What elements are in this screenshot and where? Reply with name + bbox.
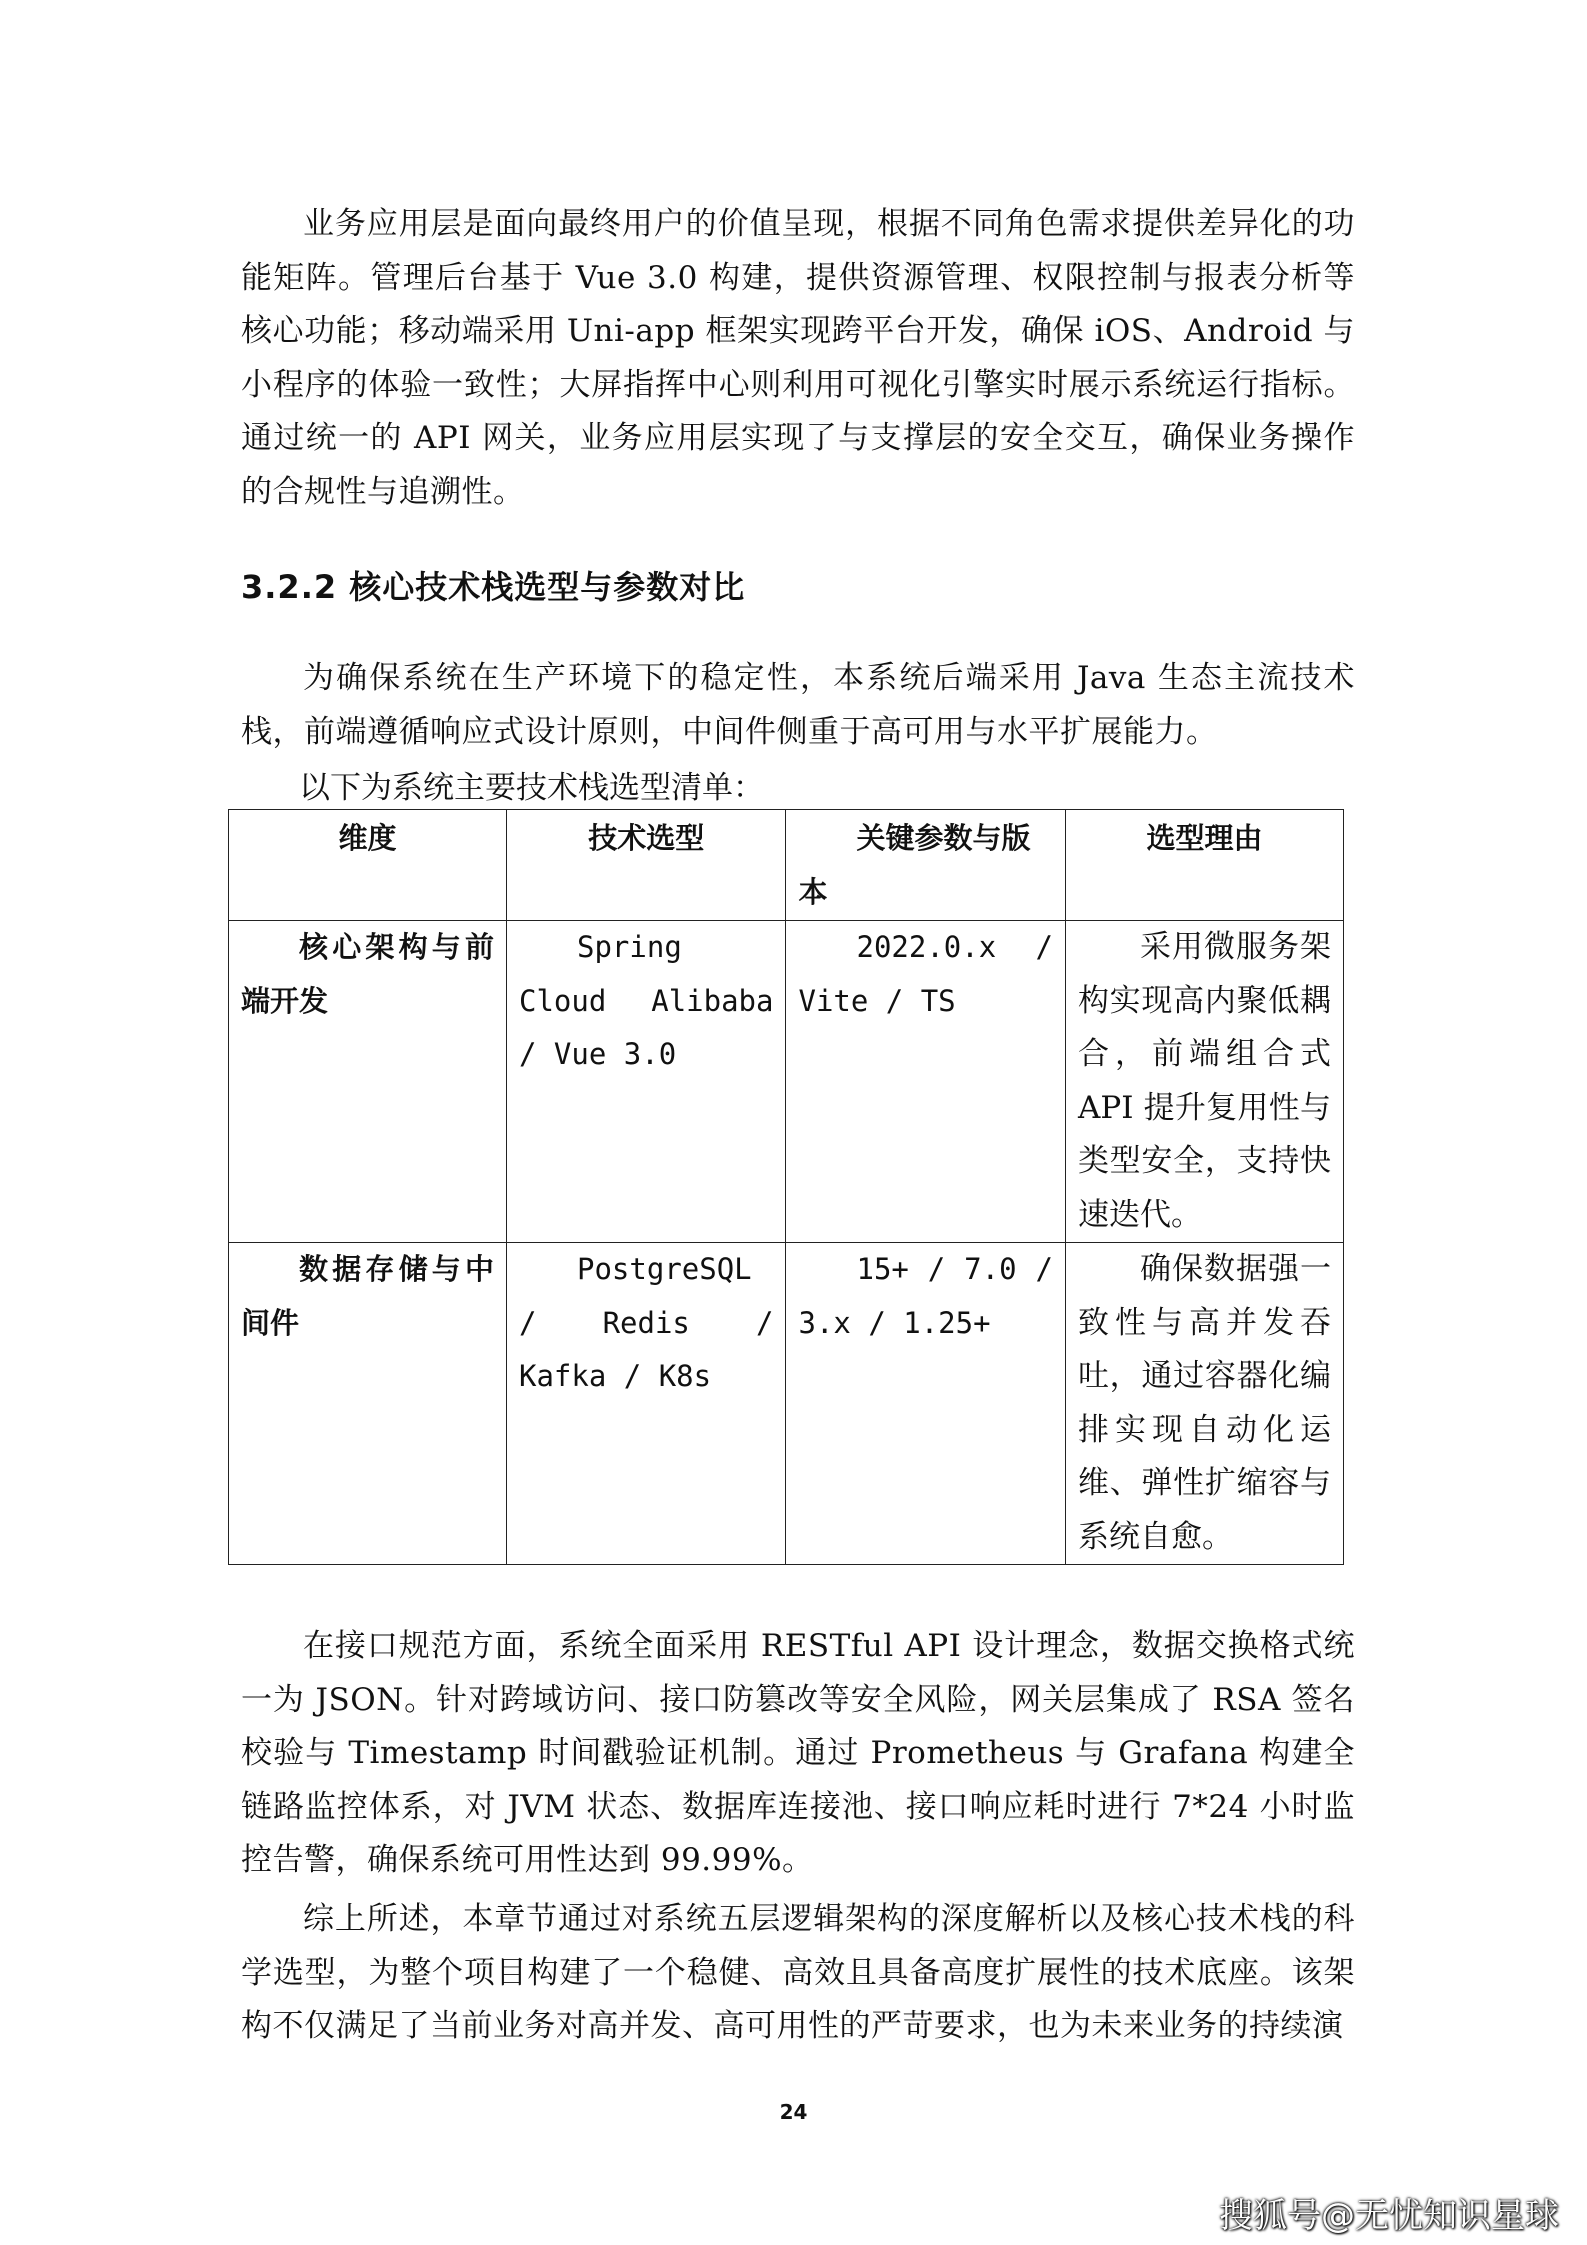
header-params: 关键参数与版本: [786, 810, 1065, 921]
header-reason: 选型理由: [1065, 810, 1343, 921]
table-row: [229, 921, 1344, 1243]
cell-reason: 采用微服务架构实现高内聚低耦合，前端组合式 API 提升复用性与类型安全，支持快速迭代。: [1065, 921, 1343, 1243]
table-row: [229, 1243, 1344, 1565]
cell-dimension: 核心架构与前端开发: [229, 921, 507, 1243]
paragraph-stack-intro: 为确保系统在生产环境下的稳定性，本系统后端采用 Java 生态主流技术栈，前端遵循响应式设计原则，中间件侧重于高可用与水平扩展能力。: [241, 660, 1355, 750]
watermark: 搜狐号@无忧知识星球: [1219, 2196, 1559, 2236]
cell-dimension: 数据存储与中间件: [229, 1243, 507, 1565]
cell-params: 15+ / 7.0 / 3.x / 1.25+: [786, 1243, 1065, 1565]
section-heading: 3.2.2 核心技术栈选型与参数对比: [241, 568, 746, 606]
table-caption: 以下为系统主要技术栈选型清单：: [299, 770, 764, 806]
page-number: 24: [779, 2100, 808, 2124]
cell-tech: PostgreSQL / Redis / Kafka / K8s: [507, 1243, 786, 1565]
cell-tech: Spring Cloud Alibaba / Vue 3.0: [507, 921, 786, 1243]
header-dimension: 维度: [229, 810, 507, 921]
paragraph-business-layer: 业务应用层是面向最终用户的价值呈现，根据不同角色需求提供差异化的功能矩阵。管理后台基于 Vue 3.0 构建，提供资源管理、权限控制与报表分析等核心功能；移动端采用 Uni-app 框架实现跨平台开发，确保 iOS、Android 与小程序的体验一致性；大屏指挥中心则利用可视化引擎实时展示系统运行指标。通过统一的 API 网关，业务应用层实现了与支撑层的安全交互，确保业务操作的合规性与追溯性。: [241, 206, 1355, 510]
header-tech: 技术选型: [507, 810, 786, 921]
paragraph-api-spec: 在接口规范方面，系统全面采用 RESTful API 设计理念，数据交换格式统一为 JSON。针对跨域访问、接口防篡改等安全风险，网关层集成了 RSA 签名校验与 Timestamp 时间戳验证机制。通过 Prometheus 与 Grafana 构建全链路监控体系，对 JVM 状态、数据库连接池、接口响应耗时进行 7*24 小时监控告警，确保系统可用性达到 99.99%。: [241, 1628, 1355, 1878]
cell-reason: 确保数据强一致性与高并发吞吐，通过容器化编排实现自动化运维、弹性扩缩容与系统自愈。: [1065, 1243, 1343, 1565]
table-header-row: [229, 810, 1344, 921]
paragraph-summary: 综上所述，本章节通过对系统五层逻辑架构的深度解析以及核心技术栈的科学选型，为整个项目构建了一个稳健、高效且具备高度扩展性的技术底座。该架构不仅满足了当前业务对高并发、高可用性的严苛要求，也为未来业务的持续演: [241, 1901, 1355, 2044]
cell-params: 2022.0.x / Vite / TS: [786, 921, 1065, 1243]
tech-stack-table: [228, 809, 1344, 1565]
